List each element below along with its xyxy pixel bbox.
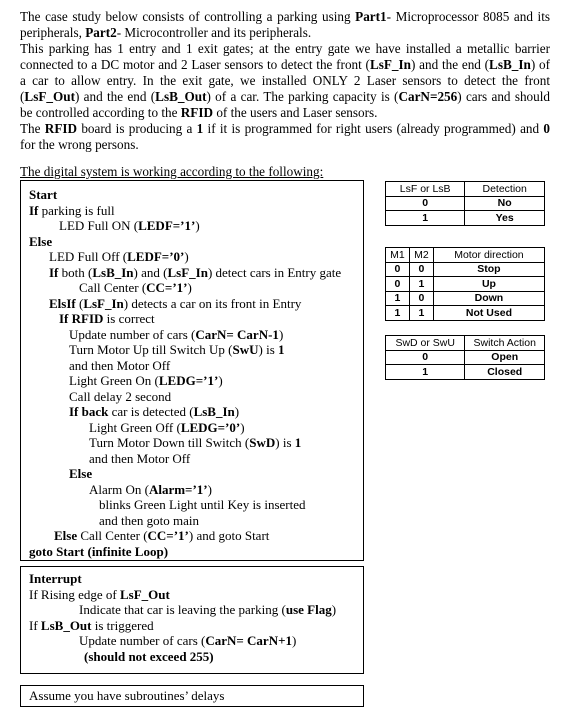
table-header-cell: SwD or SwU: [386, 336, 465, 351]
table-row: [386, 291, 545, 306]
bold-term: CarN=256: [398, 89, 458, 104]
text-run: ): [207, 481, 212, 497]
table-cell: Closed: [465, 365, 545, 380]
algorithm-line: [29, 358, 363, 374]
text-run: ) of a car. The parking capacity is (: [206, 89, 399, 104]
table-header-row: [386, 182, 545, 197]
bold-term: 0: [543, 121, 550, 136]
bold-term: Part1: [355, 9, 387, 24]
table-cell: 0: [409, 291, 433, 306]
note-box: [20, 685, 364, 707]
text-run: Turn Motor Up till Switch Up (: [69, 342, 233, 357]
bold-term: 1: [294, 435, 302, 450]
bold-term: LsB_In: [92, 264, 134, 280]
table-cell: Down: [433, 291, 544, 306]
bold-term: LsF_In: [83, 295, 124, 311]
intro-paragraph: [20, 121, 550, 153]
interrupt-line: [29, 649, 363, 665]
bold-term: If back: [69, 404, 109, 419]
algorithm-line: [29, 404, 363, 420]
text-run: blinks Green Light until Key is inserted: [99, 497, 306, 512]
algorithm-line: [29, 435, 363, 451]
text-run: ) is: [275, 435, 295, 450]
text-run: ): [218, 373, 223, 388]
text-run: of the users and Laser sensors.: [213, 105, 378, 120]
text-run: and then goto main: [99, 512, 200, 528]
text-run: - Microprocessor 8085 and its peripherals,: [20, 9, 550, 40]
text-run: board is producing a: [77, 121, 197, 136]
bold-term: SwU: [232, 342, 259, 357]
bold-term: If: [29, 202, 39, 218]
table-row: [386, 365, 545, 380]
text-run: ) detects a car on its front in Entry: [123, 295, 302, 311]
algorithm-line: [29, 296, 363, 312]
text-run: car is detected (: [108, 404, 194, 419]
bold-term: CarN= CarN-1: [195, 326, 279, 342]
algorithm-line: [29, 528, 363, 544]
bold-term: Alarm=’1’: [148, 481, 208, 497]
text-run: ): [234, 404, 240, 419]
bold-term: use Flag: [285, 602, 332, 617]
algorithm-line: [29, 389, 363, 405]
table-cell: 1: [386, 306, 410, 321]
text-run: and then Motor Off: [69, 357, 171, 373]
algorithm-line: [29, 265, 363, 281]
text-run: The case study below consists of controlling a parking using: [20, 9, 356, 24]
table-row: [386, 277, 545, 292]
text-run: both (: [58, 264, 93, 280]
table-cell: No: [465, 196, 545, 211]
text-run: ) cars and should be controlled according to the: [20, 89, 550, 120]
text-run: ): [278, 326, 284, 342]
table-header-row: [386, 336, 545, 351]
bold-term: CarN= CarN+1: [205, 633, 293, 648]
text-run: LED Full ON (: [59, 218, 139, 233]
interrupt-line: [29, 633, 363, 649]
text-run: ): [331, 602, 337, 617]
table-header-cell: M1: [386, 248, 410, 263]
table-cell: 1: [386, 365, 465, 380]
text-run: Call Center (: [79, 280, 147, 295]
table-header-cell: Detection: [465, 182, 545, 197]
bold-term: LsB_Out: [40, 617, 92, 633]
algorithm-line: [29, 420, 363, 436]
table-cell: 0: [386, 277, 410, 292]
algorithm-line: [29, 249, 363, 265]
table-cell: 1: [409, 306, 433, 321]
text-run: Update number of cars (: [79, 633, 206, 648]
text-run: ) of a car to allow entry. In the exit gate, we installed ONLY 2 Laser sensors to detect the front (: [20, 57, 550, 104]
algorithm-line: [29, 342, 363, 358]
text-run: ) and (: [133, 264, 168, 280]
table-cell: Open: [465, 350, 545, 365]
text-run: Light Green Off (: [89, 419, 181, 435]
algorithm-line: [29, 544, 363, 560]
text-run: ) is: [258, 342, 278, 357]
text-run: Indicate that car is leaving the parking (: [79, 602, 286, 617]
text-run: parking is full: [38, 202, 115, 218]
table-cell: Up: [433, 277, 544, 292]
table-cell: 1: [386, 211, 465, 226]
intro-paragraph: [20, 9, 550, 41]
table-header-cell: LsF or LsB: [386, 182, 465, 197]
bold-term: LEDF=’1’: [138, 218, 196, 233]
text-run: ) and goto Start: [188, 528, 270, 543]
bold-term: CC=’1’: [147, 528, 189, 543]
bold-term: SwD: [249, 435, 276, 450]
bold-term: If RFID: [59, 311, 104, 326]
bold-term: RFID: [180, 105, 214, 120]
bold-term: (should not exceed 255): [84, 648, 214, 664]
text-run: ): [195, 218, 200, 233]
text-run: The: [20, 121, 45, 136]
table-row: [386, 306, 545, 321]
algorithm-line: [29, 482, 363, 498]
intro-paragraph: [20, 41, 550, 121]
table-row: [386, 262, 545, 277]
table-row: [386, 196, 545, 211]
algorithm-line: [29, 218, 363, 234]
switch-action-table: [385, 335, 545, 380]
text-run: (: [75, 295, 84, 311]
algorithm-line: [29, 451, 363, 467]
algorithm-line: [29, 497, 363, 513]
text-run: Update number of cars (: [69, 326, 196, 342]
bold-term: LsF_In: [167, 264, 208, 280]
interrupt-line: [29, 587, 363, 603]
table-row: [386, 211, 545, 226]
algorithm-line: [29, 513, 363, 529]
bold-term: LsB_Out: [155, 89, 207, 104]
algorithm-line: [29, 280, 363, 296]
algorithm-line: [29, 327, 363, 343]
bold-term: Else: [69, 466, 93, 481]
bold-term: RFID: [44, 121, 78, 136]
text-run: If: [29, 617, 41, 633]
bold-term: LsB_In: [489, 57, 531, 72]
bold-term: Part2: [85, 25, 117, 40]
text-run: ): [184, 249, 189, 264]
bold-term: Else: [29, 233, 53, 249]
text-run: is correct: [103, 311, 155, 326]
bold-term: LEDG=’1’: [158, 373, 219, 388]
bold-term: ElsIf: [49, 295, 76, 311]
algorithm-caption: The digital system is working according to the following:: [20, 164, 324, 179]
bold-term: LEDG=’0’: [180, 419, 241, 435]
bold-term: If: [49, 264, 59, 280]
text-run: LED Full Off (: [49, 249, 128, 264]
bold-term: LsF_In: [369, 57, 411, 72]
text-run: Call Center (: [77, 528, 148, 543]
interrupt-line: [29, 602, 363, 618]
text-run: is triggered: [91, 617, 154, 633]
bold-term: LsB_In: [193, 404, 235, 419]
bold-term: LEDF=’0’: [127, 249, 185, 264]
table-cell: 0: [386, 196, 465, 211]
table-cell: Yes: [465, 211, 545, 226]
text-run: Light Green On (: [69, 373, 159, 388]
bold-term: Interrupt: [29, 571, 82, 586]
bold-term: goto Start (infinite Loop): [29, 543, 169, 559]
algorithm-line: [29, 466, 363, 482]
text-run: and then Motor Off: [89, 450, 191, 466]
table-header-cell: Switch Action: [465, 336, 545, 351]
interrupt-line: [29, 571, 363, 587]
text-run: ): [187, 280, 192, 295]
text-run: ): [240, 419, 245, 435]
algorithm-box: [20, 180, 364, 561]
text-run: ): [292, 633, 297, 648]
note-text: Assume you have subroutines’ delays: [29, 688, 225, 703]
text-run: If Rising edge of: [29, 586, 120, 602]
sensor-detection-table: [385, 181, 545, 226]
bold-term: 1: [278, 342, 285, 357]
text-run: ) and the end (: [411, 57, 490, 72]
text-run: - Microcontroller and its peripherals.: [116, 25, 312, 40]
text-run: Call delay 2 second: [69, 388, 172, 404]
interrupt-line: [29, 618, 363, 634]
algorithm-line: [29, 187, 363, 203]
table-cell: 0: [386, 262, 410, 277]
table-header-cell: M2: [409, 248, 433, 263]
text-run: for the wrong persons.: [20, 137, 139, 152]
table-cell: 1: [386, 291, 410, 306]
bold-term: LsF_Out: [119, 586, 170, 602]
algorithm-line: [29, 373, 363, 389]
algorithm-line: [29, 234, 363, 250]
table-header-row: [386, 248, 545, 263]
bold-term: Start: [29, 187, 58, 202]
text-run: This parking has 1 entry and 1 exit gates; at the entry gate we have installed a metallic barrier connected to a DC motor and 2 Laser sensors to detect the front (: [20, 41, 550, 72]
motor-direction-table: [385, 247, 545, 321]
table-row: [386, 350, 545, 365]
bold-term: 1: [196, 121, 204, 136]
bold-term: Else: [54, 528, 78, 543]
table-cell: 0: [409, 262, 433, 277]
algorithm-line: [29, 203, 363, 219]
table-cell: Not Used: [433, 306, 544, 321]
table-header-cell: Motor direction: [433, 248, 544, 263]
interrupt-box: [20, 566, 364, 674]
bold-term: CC=’1’: [146, 280, 188, 295]
bold-term: LsF_Out: [24, 89, 75, 104]
text-run: if it is programmed for right users (already programmed) and: [203, 121, 544, 136]
text-run: Turn Motor Down till Switch (: [89, 435, 250, 450]
text-run: Alarm On (: [89, 481, 149, 497]
algorithm-line: [29, 311, 363, 327]
table-cell: 0: [386, 350, 465, 365]
table-cell: Stop: [433, 262, 544, 277]
text-run: ) detect cars in Entry gate: [207, 264, 342, 280]
table-cell: 1: [409, 277, 433, 292]
text-run: ) and the end (: [74, 89, 156, 104]
intro-text: [20, 9, 550, 153]
